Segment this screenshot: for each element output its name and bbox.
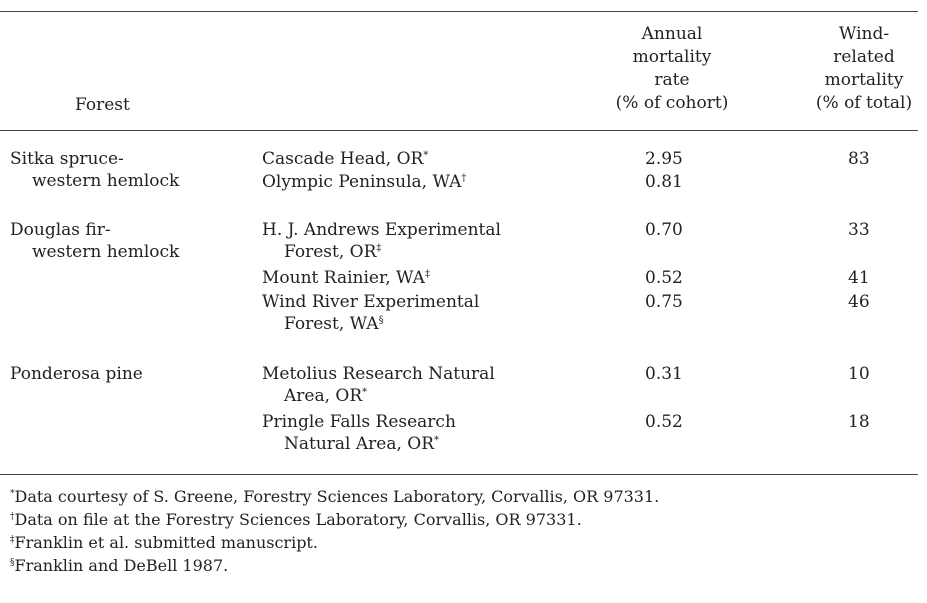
site-cascade-head: Cascade Head, OR*	[262, 149, 429, 169]
site-olympic-peninsula: Olympic Peninsula, WA†	[262, 172, 467, 192]
forest-type-douglas-fir: Douglas fir- western hemlock	[10, 220, 180, 262]
header-rule	[0, 130, 918, 131]
rate-pringle-falls: 0.52	[645, 412, 683, 432]
footnote-4: §Franklin and DeBell 1987.	[10, 556, 229, 575]
table-top-rule	[0, 11, 918, 12]
site-hj-andrews: H. J. Andrews Experimental Forest, OR‡	[262, 220, 501, 262]
site-pringle-falls: Pringle Falls Research Natural Area, OR*	[262, 412, 456, 454]
wind-wind-river: 46	[848, 292, 870, 312]
site-mount-rainier: Mount Rainier, WA‡	[262, 268, 430, 288]
wind-mount-rainier: 41	[848, 268, 870, 288]
wind-pringle-falls: 18	[848, 412, 870, 432]
wind-metolius: 10	[848, 364, 870, 384]
header-wind-mortality: Wind- related mortality (% of total)	[815, 24, 913, 113]
forest-type-ponderosa: Ponderosa pine	[10, 364, 143, 384]
forest-type-sitka: Sitka spruce- western hemlock	[10, 149, 180, 191]
footnote-1: *Data courtesy of S. Greene, Forestry Sciences Laboratory, Corvallis, OR 97331.	[10, 487, 660, 506]
rate-olympic-peninsula: 0.81	[645, 172, 683, 192]
site-metolius: Metolius Research Natural Area, OR*	[262, 364, 495, 406]
rate-mount-rainier: 0.52	[645, 268, 683, 288]
footnote-2: †Data on file at the Forestry Sciences Laboratory, Corvallis, OR 97331.	[10, 510, 582, 529]
wind-hj-andrews: 33	[848, 220, 870, 240]
header-annual-mortality: Annual mortality rate (% of cohort)	[615, 24, 729, 113]
rate-wind-river: 0.75	[645, 292, 683, 312]
footnote-3: ‡Franklin et al. submitted manuscript.	[10, 533, 318, 552]
rate-cascade-head: 2.95	[645, 149, 683, 169]
table-bottom-rule	[0, 474, 918, 475]
site-wind-river: Wind River Experimental Forest, WA§	[262, 292, 480, 334]
header-forest: Forest	[75, 95, 130, 115]
wind-cascade-head: 83	[848, 149, 870, 169]
rate-hj-andrews: 0.70	[645, 220, 683, 240]
rate-metolius: 0.31	[645, 364, 683, 384]
